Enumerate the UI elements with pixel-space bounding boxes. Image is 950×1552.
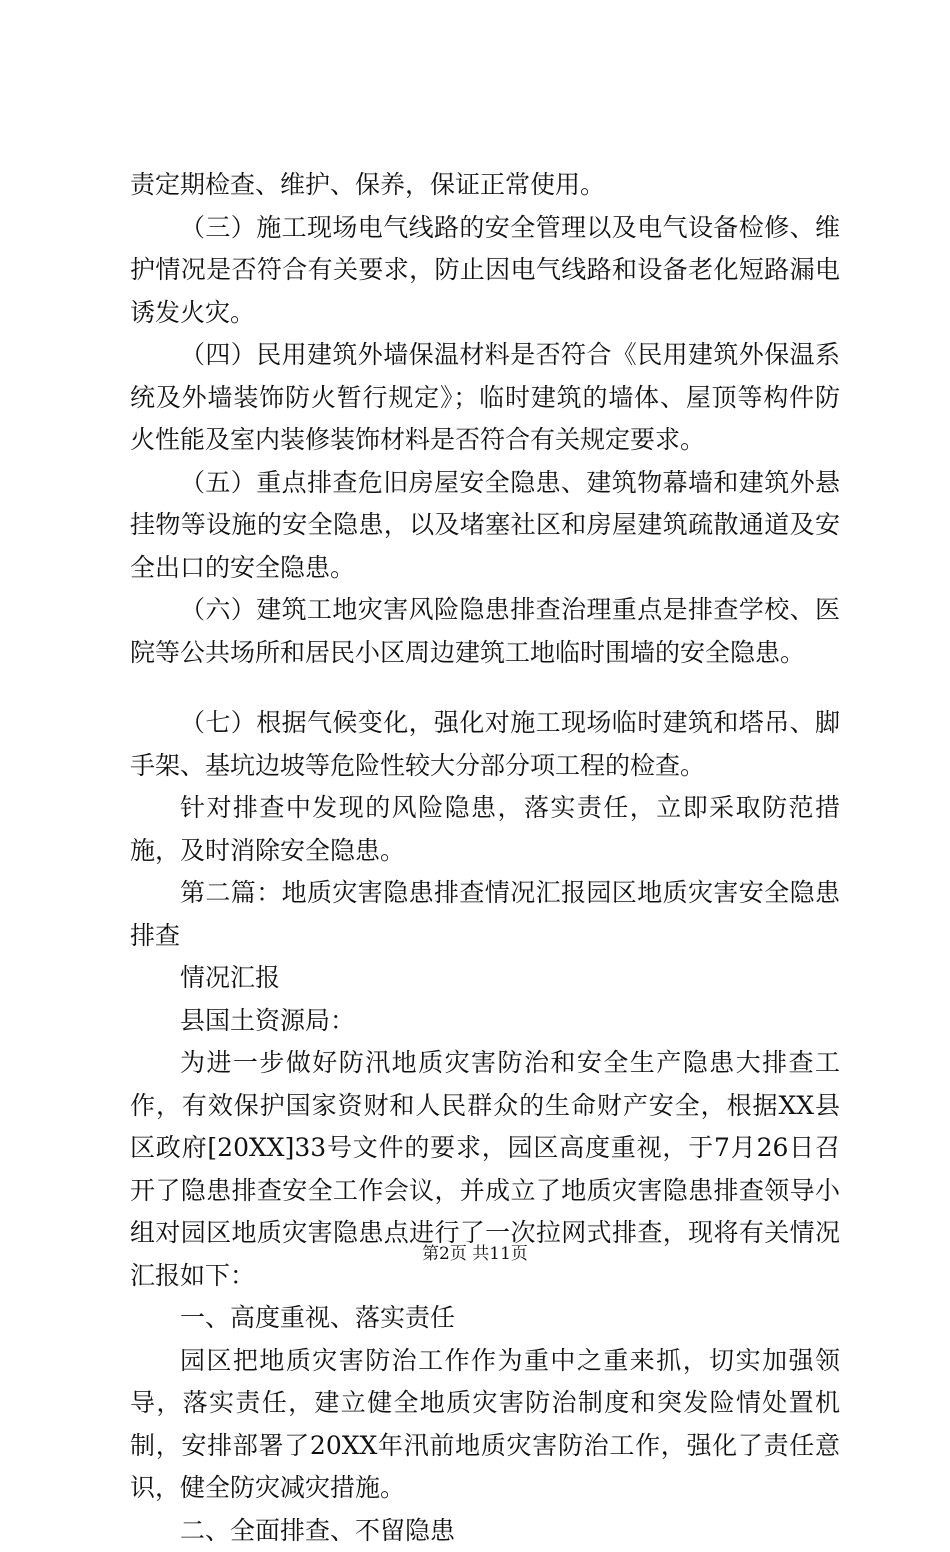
addressee: 县国土资源局： (130, 1000, 840, 1043)
page-number: 第2页 共11页 (0, 1243, 950, 1265)
paragraph-item-3: （三）施工现场电气线路的安全管理以及电气设备检修、维护情况是否符合有关要求，防止因电气线路和设备老化短路漏电诱发火灾。 (130, 207, 840, 335)
section-title: 第二篇：地质灾害隐患排查情况汇报园区地质灾害安全隐患排查 (130, 872, 840, 957)
section-subtitle: 情况汇报 (130, 957, 840, 1000)
paragraph-item-5: （五）重点排查危旧房屋安全隐患、建筑物幕墙和建筑外悬挂物等设施的安全隐患，以及堵塞社区和房屋建筑疏散通道及安全出口的安全隐患。 (130, 462, 840, 590)
paragraph-item-6: （六）建筑工地灾害风险隐患排查治理重点是排查学校、医院等公共场所和居民小区周边建筑工地临时围墙的安全隐患。 (130, 589, 840, 674)
paragraph-measures: 针对排查中发现的风险隐患，落实责任，立即采取防范措施，及时消除安全隐患。 (130, 787, 840, 872)
paragraph-spacer (130, 674, 840, 702)
paragraph-continuation: 责定期检查、维护、保养，保证正常使用。 (130, 164, 840, 207)
paragraph-intro: 为进一步做好防汛地质灾害防治和安全生产隐患大排查工作，有效保护国家资财和人民群众的生命财产安全，根据XX县区政府[20XX]33号文件的要求，园区高度重视，于7月26日召开了隐患排查安全工作会议，并成立了地质灾害隐患排查领导小组对园区地质灾害隐患点进行了一次拉网式排查，现将有关情况汇报如下： (130, 1042, 840, 1297)
paragraph-heading-one-body: 园区把地质灾害防治工作作为重中之重来抓，切实加强领导，落实责任，建立健全地质灾害防治制度和突发险情处置机制，安排部署了20XX年汛前地质灾害防治工作，强化了责任意识，健全防灾减灾措施。 (130, 1340, 840, 1510)
heading-two: 二、全面排查、不留隐患 (130, 1510, 840, 1552)
paragraph-item-4: （四）民用建筑外墙保温材料是否符合《民用建筑外保温系统及外墙装饰防火暂行规定》；临时建筑的墙体、屋顶等构件防火性能及室内装修装饰材料是否符合有关规定要求。 (130, 334, 840, 462)
paragraph-item-7: （七）根据气候变化，强化对施工现场临时建筑和塔吊、脚手架、基坑边坡等危险性较大分部分项工程的检查。 (130, 702, 840, 787)
heading-one: 一、高度重视、落实责任 (130, 1297, 840, 1340)
